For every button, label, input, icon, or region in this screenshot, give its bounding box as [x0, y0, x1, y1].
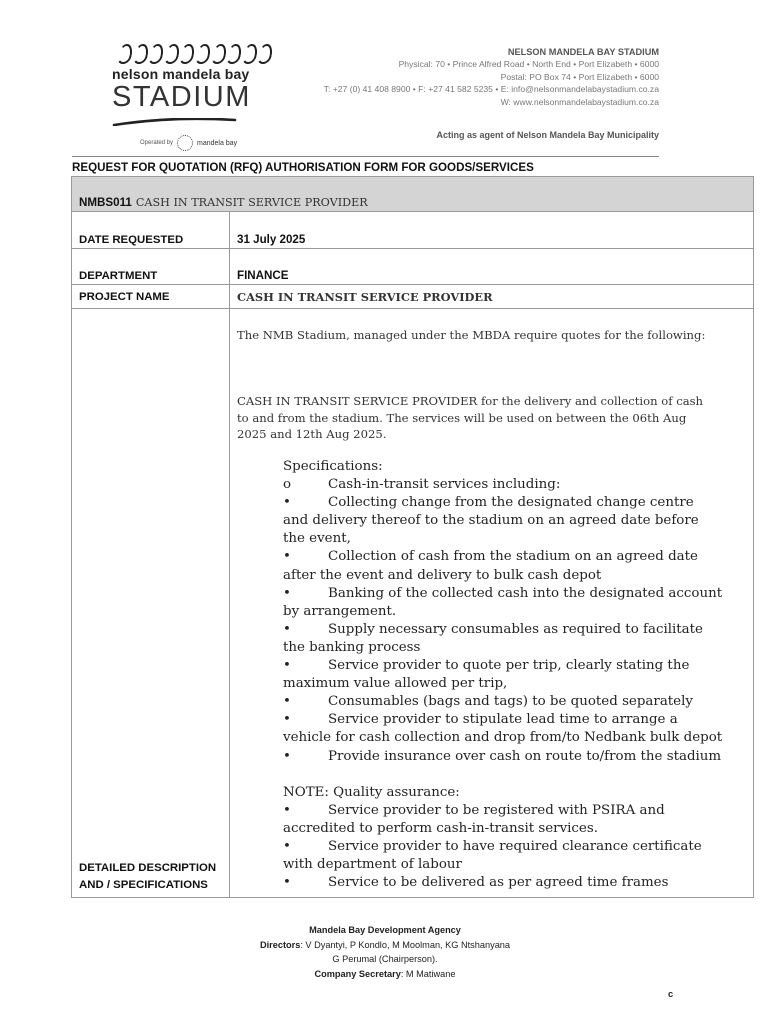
list-item [283, 838, 723, 874]
list-item [283, 585, 723, 621]
date-row [72, 212, 753, 249]
note-text: Service provider to be registered with PSIRA and accredited to perform cash-in-transit services. [283, 802, 665, 836]
specs-sub-item [283, 476, 723, 494]
contact-web: W: www.nelsonmandelabaystadium.co.za [500, 96, 659, 107]
bullet-icon: • [283, 802, 291, 818]
bullet-icon: • [283, 621, 291, 637]
bullet-icon: • [283, 549, 291, 565]
rfq-code: NMBS011 [79, 196, 132, 209]
header-divider [72, 156, 659, 157]
contact-physical: Physical: 70 • Prince Alfred Road • North End • Port Elizabeth • 6000 [398, 59, 659, 70]
specs-sub-text: Cash-in-transit services including: [328, 477, 561, 493]
list-item [283, 657, 723, 693]
list-item [283, 693, 723, 711]
directors-label: Directors [259, 939, 301, 950]
footer-org: Mandela Bay Development Agency [309, 925, 461, 935]
bullet-icon: • [283, 875, 291, 891]
agent-line: Acting as agent of Nelson Mandela Bay Municipality [436, 130, 659, 140]
department-row [72, 249, 753, 285]
project-label: PROJECT NAME [72, 285, 230, 308]
bullet-icon: • [283, 838, 291, 854]
specs-heading: Specifications: [283, 459, 383, 474]
department-value: FINANCE [237, 269, 289, 282]
contact-title: NELSON MANDELA BAY STADIUM [507, 47, 659, 57]
list-item [283, 748, 723, 766]
description-label-2: AND / SPECIFICATIONS [79, 879, 208, 891]
sub-bullet: o [283, 477, 292, 493]
list-item [283, 802, 723, 838]
spec-text: Banking of the collected cash into the designated account by arrangement. [283, 585, 723, 619]
bullet-icon: • [283, 658, 291, 674]
chairperson: G Perumal (Chairperson). [332, 954, 438, 964]
intro-text: The NMB Stadium, managed under the MBDA require quotes for the following: [237, 328, 706, 342]
contact-postal: Postal: PO Box 74 • Port Elizabeth • 6000 [500, 71, 659, 82]
spec-text: Service provider to quote per trip, clearly stating the maximum value allowed per trip, [283, 658, 690, 692]
list-item [283, 494, 723, 548]
contact-phone: T: +27 (0) 41 408 8900 • F: +27 41 582 5235 • E: info@nelsonmandelabaystadium.co.za [323, 84, 659, 95]
list-item [283, 711, 723, 747]
specifications-list [283, 458, 723, 892]
date-value: 31 July 2025 [237, 233, 306, 246]
project-row [72, 285, 753, 309]
description-label-1: DETAILED DESCRIPTION [79, 862, 217, 874]
note-heading: NOTE: Quality assurance: [283, 784, 460, 800]
contact-block [324, 46, 659, 108]
secretary-label: Company Secretary [314, 968, 401, 979]
operated-by [140, 135, 272, 151]
project-value: CASH IN TRANSIT SERVICE PROVIDER [237, 289, 493, 304]
directors-list: : V Dyantyi, P Kondlo, M Moolman, KG Ntshanyana [300, 939, 511, 950]
bullet-icon: • [283, 712, 291, 728]
page-footer [0, 923, 770, 981]
spec-text: Provide insurance over cash on route to/from the stadium [328, 748, 722, 764]
logo-marks-icon [118, 44, 272, 64]
description-row [72, 309, 753, 897]
spec-text: Service provider to stipulate lead time to arrange a vehicle for cash collection and drop from/to Nedbank bulk depot [283, 712, 723, 746]
form-title: REQUEST FOR QUOTATION (RFQ) AUTHORISATION FORM FOR GOODS/SERVICES [72, 161, 534, 174]
table-title-row [72, 177, 753, 212]
bullet-icon: • [283, 748, 291, 764]
description-content [230, 309, 753, 897]
department-label: DEPARTMENT [72, 249, 230, 284]
spec-text: Supply necessary consumables as required to facilitate the banking process [283, 621, 703, 655]
list-item [283, 874, 723, 892]
list-item [283, 621, 723, 657]
stadium-logo [112, 44, 272, 154]
bullet-icon: • [283, 585, 291, 601]
logo-text-line1: nelson mandela bay [112, 66, 250, 82]
list-item [283, 548, 723, 584]
rfq-title: CASH IN TRANSIT SERVICE PROVIDER [135, 196, 368, 209]
spec-text: Consumables (bags and tags) to be quoted separately [328, 694, 693, 710]
logo-swoosh-icon [112, 118, 237, 126]
note-text: Service provider to have required clearance certificate with department of labour [283, 838, 702, 872]
seal-icon [177, 135, 193, 151]
page-mark: c [668, 988, 674, 999]
bullet-icon: • [283, 694, 291, 710]
operated-by-label: Operated by [140, 140, 174, 146]
note-text: Service to be delivered as per agreed time frames [328, 875, 669, 891]
secretary-name: : M Matiwane [400, 968, 456, 979]
operator-name: mandela bay [197, 139, 238, 147]
spec-text: Collection of cash from the stadium on an agreed date after the event and delivery to bulk cash depot [283, 549, 698, 583]
spec-text: Collecting change from the designated change centre and delivery thereof to the stadium on an agreed date before the event, [283, 495, 699, 547]
bullet-icon: • [283, 495, 291, 511]
date-label: DATE REQUESTED [72, 212, 230, 248]
logo-text-line2: STADIUM [112, 81, 251, 113]
rfq-table [71, 176, 754, 898]
description-label-cell [72, 309, 230, 897]
service-paragraph: CASH IN TRANSIT SERVICE PROVIDER for the delivery and collection of cash to and from the stadium. The services will be used on between the 06th Aug 2025 and 12th Aug 2025. [237, 394, 704, 441]
